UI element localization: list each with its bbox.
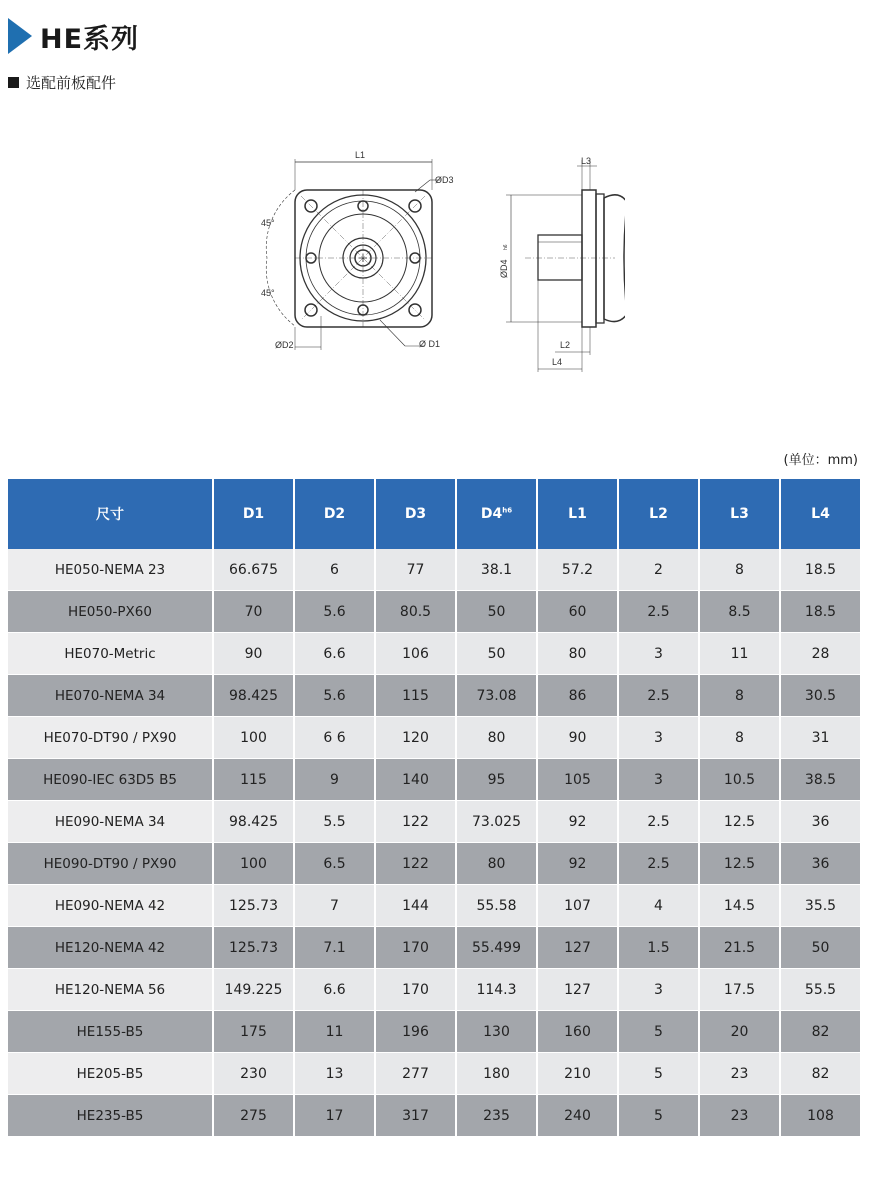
cell-d2: 6.6: [294, 969, 375, 1011]
table-row: [8, 969, 860, 1011]
cell-d2: 5.6: [294, 591, 375, 633]
table-row: [8, 1053, 860, 1095]
label-angle-bottom: 45°: [261, 288, 275, 298]
cell-d2: 6.6: [294, 633, 375, 675]
cell-l3: 8.5: [699, 591, 780, 633]
cell-d4: 38.1: [456, 549, 537, 591]
table-row: [8, 801, 860, 843]
cell-l4: 108: [780, 1095, 860, 1137]
label-l1: L1: [355, 150, 366, 160]
column-header-l4: L4: [780, 479, 860, 549]
cell-l3: 8: [699, 717, 780, 759]
cell-l4: 82: [780, 1011, 860, 1053]
table-row: [8, 1095, 860, 1137]
cell-l1: 80: [537, 633, 618, 675]
cell-d2: 7: [294, 885, 375, 927]
cell-l2: 2.5: [618, 675, 699, 717]
label-angle-top: 45°: [261, 218, 275, 228]
cell-d2: 6 6: [294, 717, 375, 759]
cell-l3: 21.5: [699, 927, 780, 969]
column-header-l1: L1: [537, 479, 618, 549]
cell-d3: 277: [375, 1053, 456, 1095]
cell-l3: 10.5: [699, 759, 780, 801]
table-body: [8, 549, 860, 1137]
label-l4: L4: [552, 357, 563, 367]
table-row: [8, 885, 860, 927]
column-header-d4: [456, 479, 537, 549]
cell-l4: 50: [780, 927, 860, 969]
cell-d4: 55.499: [456, 927, 537, 969]
cell-d4: 50: [456, 591, 537, 633]
cell-d2: 13: [294, 1053, 375, 1095]
table-row: [8, 633, 860, 675]
cell-d1: 115: [213, 759, 294, 801]
cell-d1: 100: [213, 717, 294, 759]
label-l3: L3: [581, 156, 592, 166]
cell-d3: 140: [375, 759, 456, 801]
cell-d1: 98.425: [213, 801, 294, 843]
cell-d2: 7.1: [294, 927, 375, 969]
column-header-d4-tolerance: h6: [502, 506, 513, 515]
cell-l2: 3: [618, 717, 699, 759]
cell-d3: 115: [375, 675, 456, 717]
cell-size: HE090-IEC 63D5 B5: [8, 759, 213, 801]
cell-l4: 55.5: [780, 969, 860, 1011]
cell-size: HE090-NEMA 34: [8, 801, 213, 843]
cell-d2: 6: [294, 549, 375, 591]
cell-d4: 73.08: [456, 675, 537, 717]
cell-d3: 317: [375, 1095, 456, 1137]
table-row: [8, 675, 860, 717]
cell-l3: 17.5: [699, 969, 780, 1011]
cell-size: HE090-DT90 / PX90: [8, 843, 213, 885]
cell-l3: 14.5: [699, 885, 780, 927]
cell-l2: 2.5: [618, 591, 699, 633]
arrow-icon: [8, 18, 32, 54]
cell-d1: 125.73: [213, 885, 294, 927]
cell-d1: 275: [213, 1095, 294, 1137]
cell-l1: 160: [537, 1011, 618, 1053]
cell-size: HE120-NEMA 56: [8, 969, 213, 1011]
cell-d3: 77: [375, 549, 456, 591]
subtitle: [8, 72, 116, 93]
table-row: [8, 927, 860, 969]
spec-table: [8, 479, 860, 1137]
subtitle-text: 选配前板配件: [26, 74, 117, 92]
cell-d2: 5.5: [294, 801, 375, 843]
cell-l1: 107: [537, 885, 618, 927]
cell-d1: 66.675: [213, 549, 294, 591]
column-header-d4-label: D4: [480, 506, 503, 522]
cell-d4: 80: [456, 717, 537, 759]
cell-l3: 23: [699, 1095, 780, 1137]
page-title: HE系列: [40, 23, 140, 55]
cell-l4: 38.5: [780, 759, 860, 801]
cell-l2: 2: [618, 549, 699, 591]
cell-size: HE155-B5: [8, 1011, 213, 1053]
table-row: [8, 843, 860, 885]
cell-size: HE120-NEMA 42: [8, 927, 213, 969]
cell-l2: 5: [618, 1011, 699, 1053]
column-header-d2: D2: [294, 479, 375, 549]
cell-d4: 55.58: [456, 885, 537, 927]
cell-d3: 144: [375, 885, 456, 927]
column-header-l2: L2: [618, 479, 699, 549]
cell-l4: 36: [780, 801, 860, 843]
cell-l2: 1.5: [618, 927, 699, 969]
cell-d3: 120: [375, 717, 456, 759]
cell-l3: 20: [699, 1011, 780, 1053]
cell-d1: 98.425: [213, 675, 294, 717]
cell-d3: 122: [375, 801, 456, 843]
cell-d1: 70: [213, 591, 294, 633]
square-bullet-icon: [8, 77, 19, 88]
column-header-l3: L3: [699, 479, 780, 549]
cell-d4: 73.025: [456, 801, 537, 843]
cell-d2: 11: [294, 1011, 375, 1053]
cell-d4: 80: [456, 843, 537, 885]
cell-size: HE050-PX60: [8, 591, 213, 633]
cell-l2: 3: [618, 759, 699, 801]
cell-l4: 82: [780, 1053, 860, 1095]
cell-l1: 127: [537, 927, 618, 969]
cell-d3: 106: [375, 633, 456, 675]
cell-size: HE050-NEMA 23: [8, 549, 213, 591]
cell-d3: 170: [375, 969, 456, 1011]
cell-l1: 92: [537, 801, 618, 843]
cell-l3: 8: [699, 549, 780, 591]
cell-l1: 57.2: [537, 549, 618, 591]
unit-note: (单位：mm): [783, 453, 858, 468]
cell-l3: 8: [699, 675, 780, 717]
cell-d2: 6.5: [294, 843, 375, 885]
cell-l4: 18.5: [780, 591, 860, 633]
cell-d4: 95: [456, 759, 537, 801]
cell-l1: 240: [537, 1095, 618, 1137]
label-d2: ØD2: [275, 340, 294, 350]
cell-l1: 60: [537, 591, 618, 633]
label-d4: ØD4: [499, 259, 509, 278]
cell-l3: 12.5: [699, 801, 780, 843]
cell-d3: 80.5: [375, 591, 456, 633]
cell-l1: 92: [537, 843, 618, 885]
cell-l2: 3: [618, 969, 699, 1011]
column-header-size: 尺寸: [8, 479, 213, 549]
table-header-row: [8, 479, 860, 549]
cell-size: HE070-NEMA 34: [8, 675, 213, 717]
cell-l4: 36: [780, 843, 860, 885]
label-d3: ØD3: [435, 175, 454, 185]
cell-l3: 11: [699, 633, 780, 675]
cell-l2: 5: [618, 1053, 699, 1095]
cell-d4: 180: [456, 1053, 537, 1095]
cell-l2: 2.5: [618, 801, 699, 843]
column-header-d1: D1: [213, 479, 294, 549]
cell-d3: 170: [375, 927, 456, 969]
cell-l3: 12.5: [699, 843, 780, 885]
cell-d2: 17: [294, 1095, 375, 1137]
cell-size: HE205-B5: [8, 1053, 213, 1095]
cell-l3: 23: [699, 1053, 780, 1095]
label-l2: L2: [560, 340, 571, 350]
cell-l1: 86: [537, 675, 618, 717]
cell-d1: 230: [213, 1053, 294, 1095]
cell-l2: 5: [618, 1095, 699, 1137]
table-row: [8, 1011, 860, 1053]
column-header-d3: D3: [375, 479, 456, 549]
cell-l2: 4: [618, 885, 699, 927]
cell-size: HE070-Metric: [8, 633, 213, 675]
cell-d1: 175: [213, 1011, 294, 1053]
cell-d1: 125.73: [213, 927, 294, 969]
cell-d4: 235: [456, 1095, 537, 1137]
cell-l2: 3: [618, 633, 699, 675]
cell-size: HE070-DT90 / PX90: [8, 717, 213, 759]
cell-d2: 5.6: [294, 675, 375, 717]
cell-d4: 50: [456, 633, 537, 675]
cell-l1: 90: [537, 717, 618, 759]
cell-d3: 196: [375, 1011, 456, 1053]
table-row: [8, 759, 860, 801]
cell-l1: 127: [537, 969, 618, 1011]
cell-size: HE090-NEMA 42: [8, 885, 213, 927]
cell-d3: 122: [375, 843, 456, 885]
cell-l4: 18.5: [780, 549, 860, 591]
cell-d4: 114.3: [456, 969, 537, 1011]
technical-drawing: [255, 150, 625, 390]
cell-d1: 149.225: [213, 969, 294, 1011]
label-d1: Ø D1: [419, 339, 441, 349]
cell-l2: 2.5: [618, 843, 699, 885]
section-header: [8, 16, 139, 56]
cell-l1: 210: [537, 1053, 618, 1095]
front-view: [266, 159, 441, 350]
table-row: [8, 549, 860, 591]
cell-l4: 30.5: [780, 675, 860, 717]
table-row: [8, 591, 860, 633]
label-d4-tolerance: h6: [503, 244, 509, 250]
cell-l4: 31: [780, 717, 860, 759]
table-row: [8, 717, 860, 759]
cell-d1: 100: [213, 843, 294, 885]
cell-d4: 130: [456, 1011, 537, 1053]
cell-l1: 105: [537, 759, 618, 801]
cell-d1: 90: [213, 633, 294, 675]
cell-size: HE235-B5: [8, 1095, 213, 1137]
cell-l4: 28: [780, 633, 860, 675]
cell-l4: 35.5: [780, 885, 860, 927]
cell-d2: 9: [294, 759, 375, 801]
